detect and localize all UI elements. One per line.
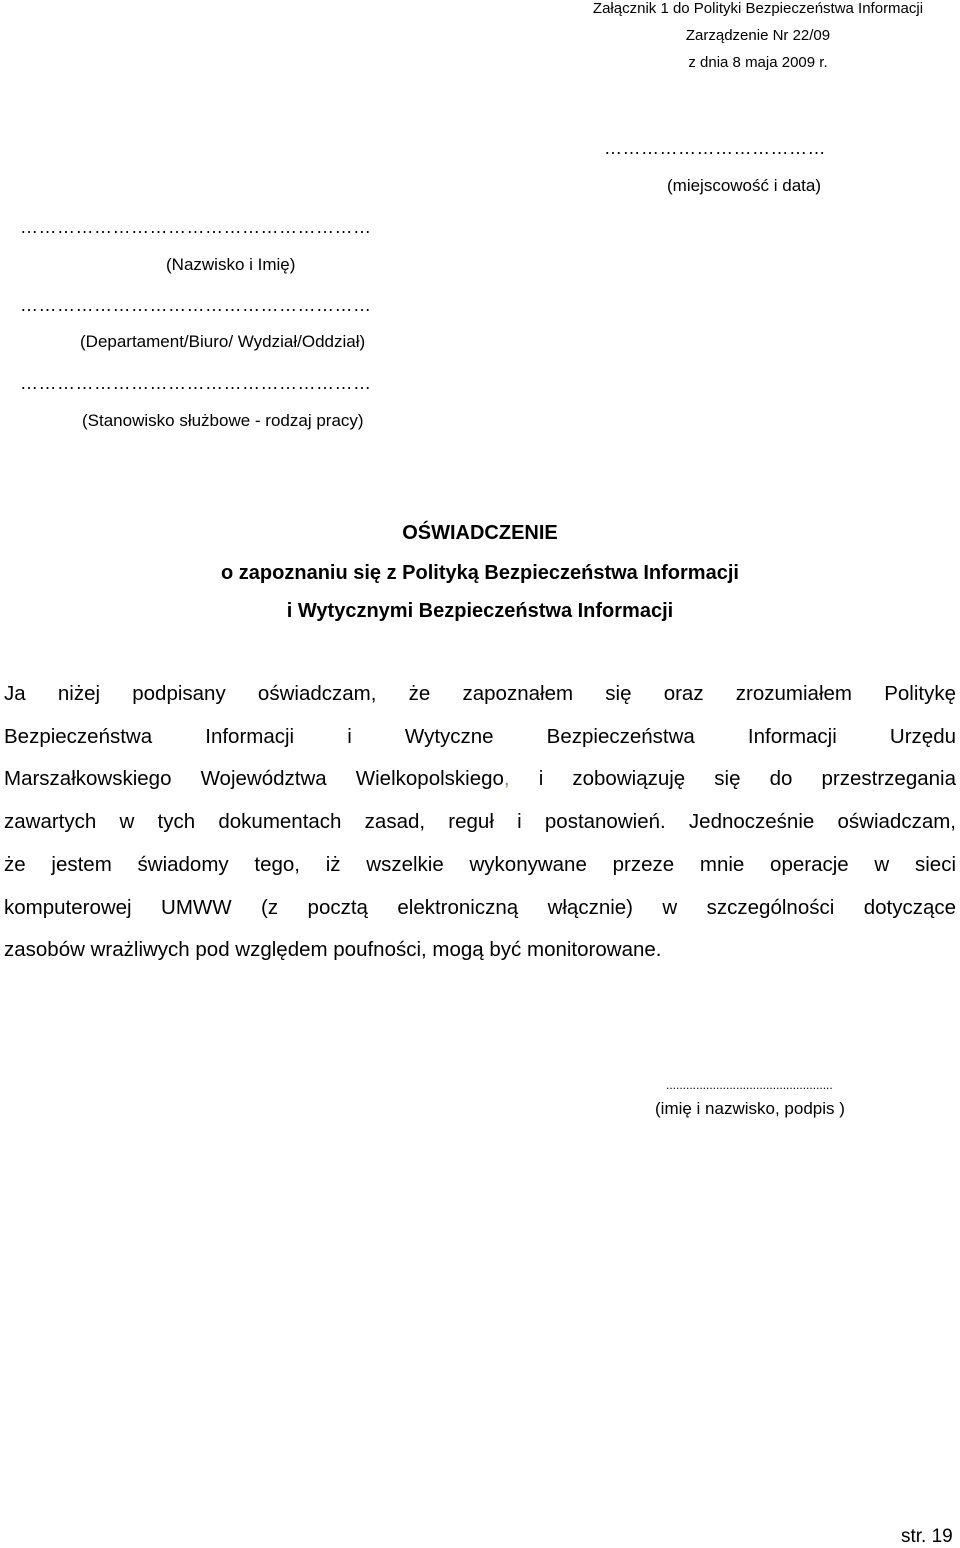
signature-dots: .................................................. xyxy=(666,1078,833,1092)
paragraph-line: Ja niżej podpisany oświadczam, że zapoznałem się oraz zrozumiałem Politykę xyxy=(4,682,956,705)
department-field-dots: ………………………………………………… xyxy=(20,295,372,315)
place-date-dots: ……………………………… xyxy=(604,138,826,158)
paragraph-line xyxy=(4,758,956,801)
paragraph-line: zawartych w tych dokumentach zasad, reguł i postanowień. Jednocześnie oświadczam, xyxy=(4,810,956,834)
paragraph-comma: , xyxy=(503,767,510,791)
page-number: str. 19 xyxy=(901,1526,953,1547)
attachment-header-line3: z dnia 8 maja 2009 r. xyxy=(688,54,828,71)
attachment-header-line2: Zarządzenie Nr 22/09 xyxy=(685,27,831,44)
document-title: OŚWIADCZENIE xyxy=(402,522,558,544)
declaration-paragraph xyxy=(4,673,956,972)
paragraph-line: że jestem świadomy tego, iż wszelkie wykonywane przeze mnie operacje w sieci xyxy=(4,852,956,876)
attachment-header-line1: Załącznik 1 do Polityki Bezpieczeństwa Informacji xyxy=(592,0,924,17)
signature-label: (imię i nazwisko, podpis ) xyxy=(655,1099,845,1118)
position-field-label: (Stanowisko służbowe - rodzaj pracy) xyxy=(82,411,364,430)
department-field-label: (Departament/Biuro/ Wydział/Oddział) xyxy=(80,332,366,351)
paragraph-line: Bezpieczeństwa Informacji i Wytyczne Bezpieczeństwa Informacji Urzędu xyxy=(4,724,956,748)
name-field-label: (Nazwisko i Imię) xyxy=(166,255,296,274)
paragraph-text: Marszałkowskiego Województwa Wielkopolskiego xyxy=(4,767,504,791)
place-date-label: (miejscowość i data) xyxy=(667,176,821,195)
document-subtitle-line2: i Wytycznymi Bezpieczeństwa Informacji xyxy=(286,600,674,622)
paragraph-text: i zobowiązuję się do przestrzegania xyxy=(509,767,956,791)
paragraph-line: komputerowej UMWW (z pocztą elektroniczną włącznie) w szczególności dotyczące xyxy=(4,895,956,919)
name-field-dots: ………………………………………………… xyxy=(20,217,372,237)
document-subtitle-line1: o zapoznaniu się z Polityką Bezpieczeństwa Informacji xyxy=(221,562,739,584)
paragraph-line: zasobów wrażliwych pod względem poufności, mogą być monitorowane. xyxy=(4,938,662,962)
position-field-dots: ………………………………………………… xyxy=(20,373,372,393)
